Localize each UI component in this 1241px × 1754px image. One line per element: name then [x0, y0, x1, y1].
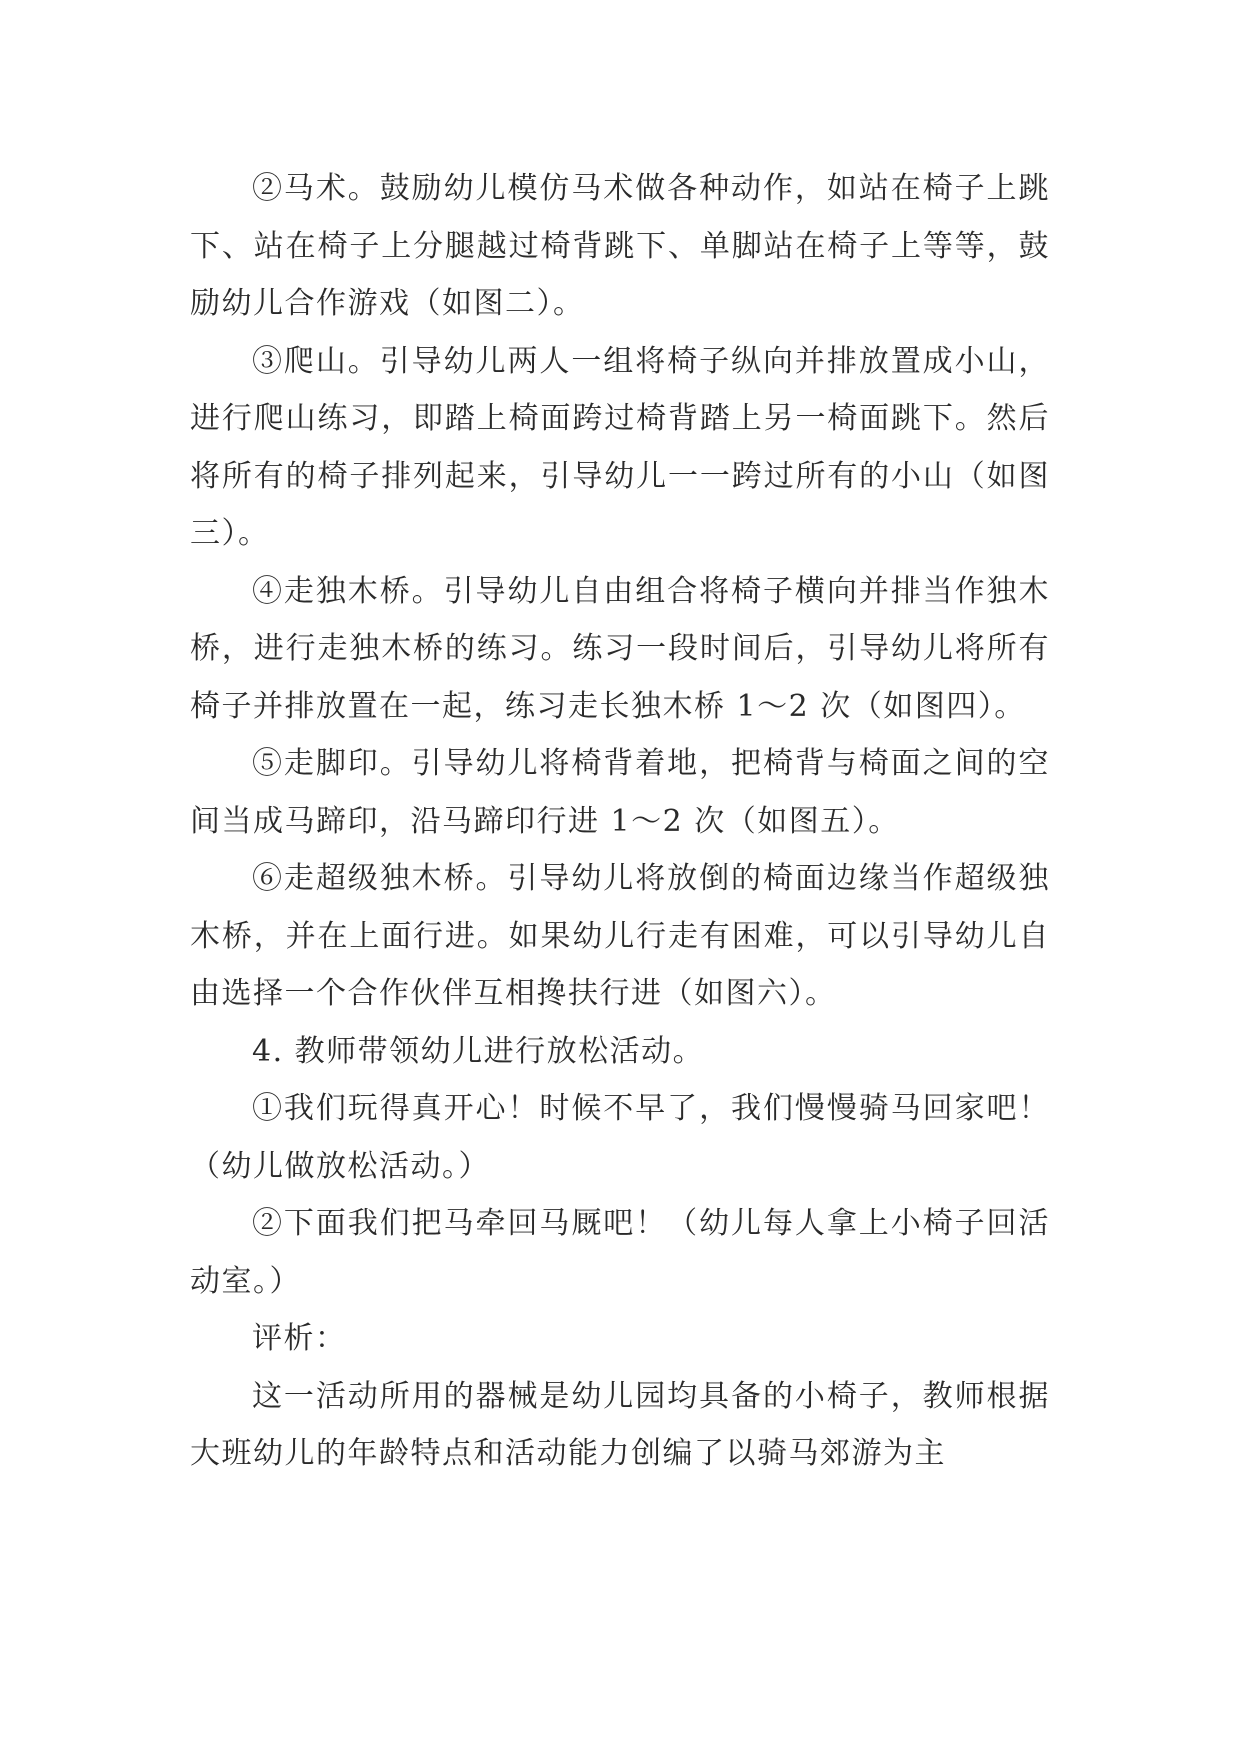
- paragraph-single-log-bridge: ④走独木桥。引导幼儿自由组合将椅子横向并排当作独木桥，进行走独木桥的练习。练习一段时间后，引导幼儿将所有椅子并排放置在一起，练习走长独木桥 1～2 次（如图四）。: [190, 573, 1050, 724]
- paragraph-lead-to-stable: ②下面我们把马牵回马厩吧！（幼儿每人拿上小椅子回活动室。）: [190, 1206, 1050, 1299]
- paragraph-mountain-climbing: ③爬山。引导幼儿两人一组将椅子纵向并排放置成小山，进行爬山练习，即踏上椅面跨过椅背踏上另一椅面跳下。然后将所有的椅子排列起来，引导幼儿一一跨过所有的小山（如图三）。: [190, 343, 1050, 551]
- paragraph-ride-home: ①我们玩得真开心！时候不早了，我们慢慢骑马回家吧！（幼儿做放松活动。）: [190, 1091, 1050, 1184]
- document-body: [190, 160, 1050, 1483]
- paragraph-commentary-body: 这一活动所用的器械是幼儿园均具备的小椅子，教师根据大班幼儿的年龄特点和活动能力创编了以骑马郊游为主: [190, 1378, 1050, 1471]
- paragraph-walking-footprints: ⑤走脚印。引导幼儿将椅背着地，把椅背与椅面之间的空间当成马蹄印，沿马蹄印行进 1～2 次（如图五）。: [190, 746, 1050, 839]
- paragraph-horse-riding: ②马术。鼓励幼儿模仿马术做各种动作，如站在椅子上跳下、站在椅子上分腿越过椅背跳下、单脚站在椅子上等等，鼓励幼儿合作游戏（如图二）。: [190, 171, 1050, 321]
- paragraph-commentary-heading: 评析：: [252, 1321, 347, 1356]
- paragraph-super-log-bridge: ⑥走超级独木桥。引导幼儿将放倒的椅面边缘当作超级独木桥，并在上面行进。如果幼儿行走有困难，可以引导幼儿自由选择一个合作伙伴互相搀扶行进（如图六）。: [190, 861, 1050, 1011]
- paragraph-relaxation-heading: 4. 教师带领幼儿进行放松活动。: [252, 1033, 705, 1069]
